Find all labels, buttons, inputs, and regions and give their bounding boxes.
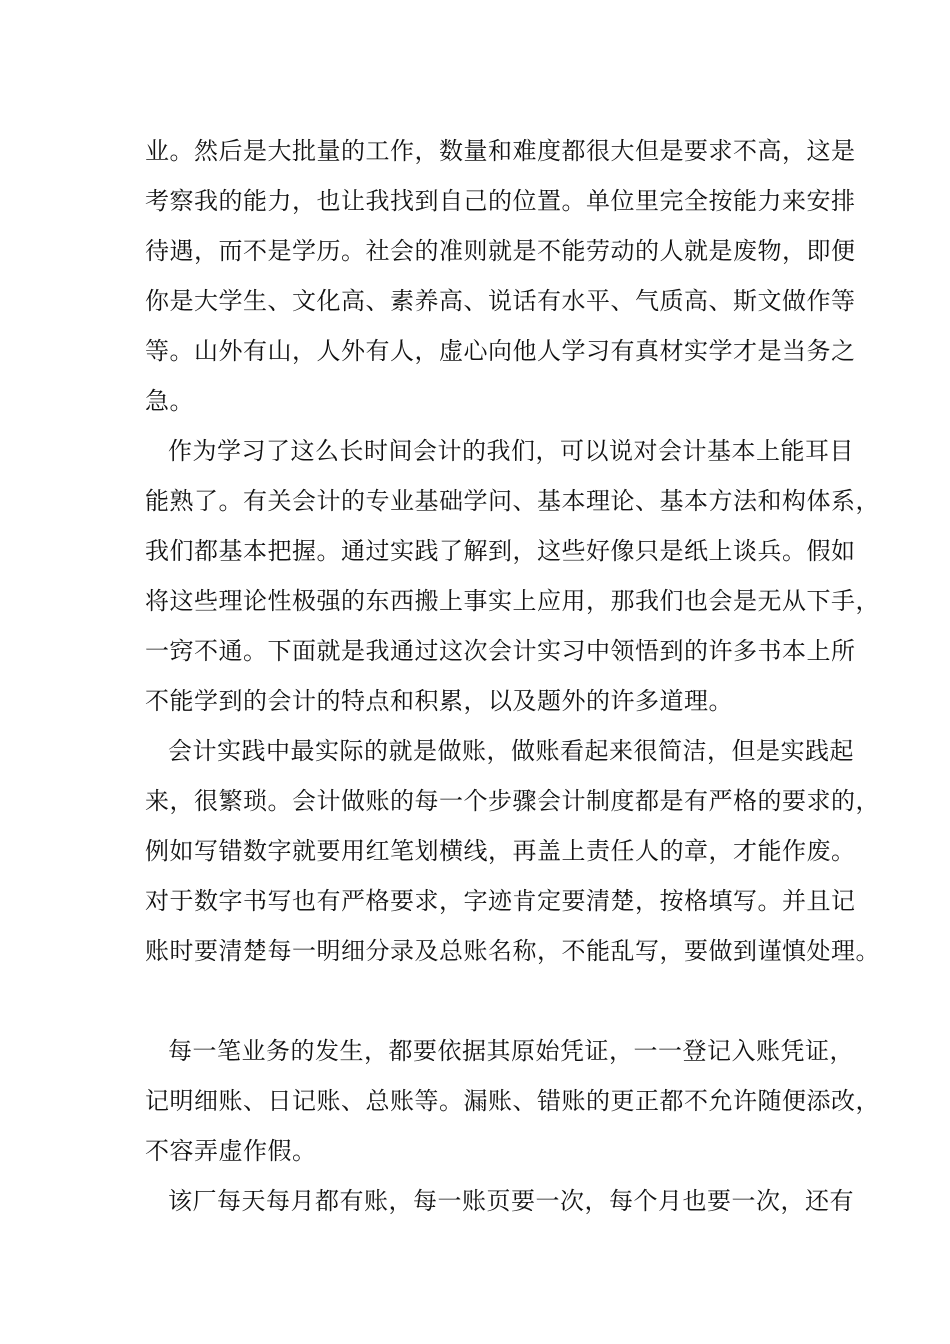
text-line: 每一笔业务的发生，都要依据其原始凭证，一一登记入账凭证， xyxy=(168,1037,854,1065)
text-line: 能熟了。有关会计的专业基础学问、基本理论、基本方法和构体系， xyxy=(145,487,880,515)
text-line: 来，很繁琐。会计做账的每一个步骤会计制度都是有严格的要求的， xyxy=(145,787,880,815)
text-line: 该厂每天每月都有账，每一账页要一次，每个月也要一次，还有 xyxy=(168,1187,854,1215)
text-line: 记明细账、日记账、总账等。漏账、错账的更正都不允许随便添改， xyxy=(145,1087,880,1115)
text-line: 账时要清楚每一明细分录及总账名称，不能乱写，要做到谨慎处理。 xyxy=(145,937,880,965)
text-line: 等。山外有山，人外有人，虚心向他人学习有真材实学才是当务之 xyxy=(145,337,856,365)
text-line: 将这些理论性极强的东西搬上事实上应用，那我们也会是无从下手， xyxy=(145,587,880,615)
text-line: 不能学到的会计的特点和积累，以及题外的许多道理。 xyxy=(145,687,733,715)
text-line: 业。然后是大批量的工作，数量和难度都很大但是要求不高，这是 xyxy=(145,137,856,165)
text-line: 你是大学生、文化高、素养高、说话有水平、气质高、斯文做作等 xyxy=(145,287,856,315)
text-line: 考察我的能力，也让我找到自己的位置。单位里完全按能力来安排 xyxy=(145,187,856,215)
text-line: 不容弄虚作假。 xyxy=(145,1137,317,1165)
text-line: 对于数字书写也有严格要求，字迹肯定要清楚，按格填写。并且记 xyxy=(145,887,856,915)
text-line: 作为学习了这么长时间会计的我们，可以说对会计基本上能耳目 xyxy=(168,437,854,465)
text-line: 我们都基本把握。通过实践了解到，这些好像只是纸上谈兵。假如 xyxy=(145,537,856,565)
text-line: 急。 xyxy=(145,387,194,415)
text-line: 一窍不通。下面就是我通过这次会计实习中领悟到的许多书本上所 xyxy=(145,637,856,665)
text-line: 会计实践中最实际的就是做账，做账看起来很简洁，但是实践起 xyxy=(168,737,854,765)
text-line: 例如写错数字就要用红笔划横线，再盖上责任人的章，才能作废。 xyxy=(145,837,856,865)
text-line: 待遇，而不是学历。社会的准则就是不能劳动的人就是废物，即便 xyxy=(145,237,856,265)
